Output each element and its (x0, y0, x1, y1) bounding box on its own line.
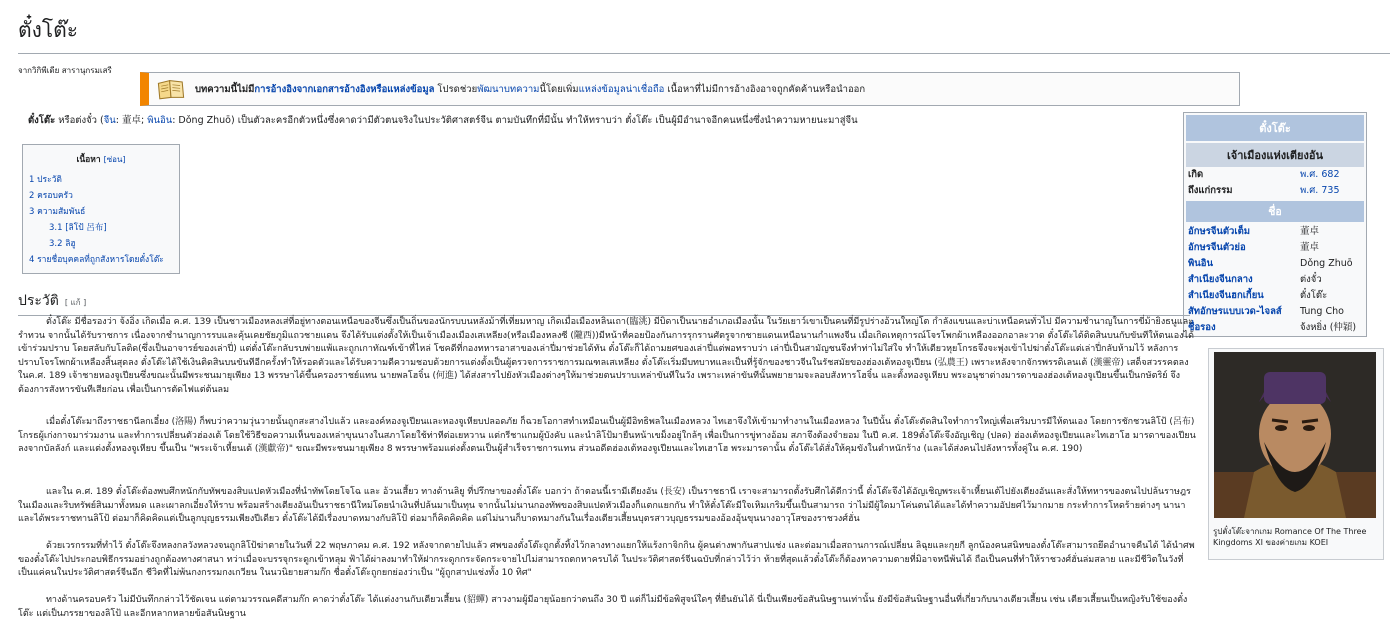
infobox-row (1184, 240, 1366, 256)
toc-hide-toggle[interactable]: [ซ่อน] (103, 155, 126, 164)
infobox-value: Tung Cho (1300, 306, 1344, 317)
portrait-figure (1208, 348, 1384, 560)
infobox-row (1184, 304, 1366, 320)
toc-item-lubu[interactable]: 3.1 [ลิโป้ 呂布] (49, 223, 107, 233)
infobox-row (1184, 288, 1366, 304)
infobox-key-link[interactable]: ชื่อรอง (1188, 322, 1216, 333)
born-value-link[interactable]: พ.ศ. 682 (1300, 169, 1340, 180)
infobox-key-link[interactable]: สำเนียงจีนกลาง (1188, 274, 1253, 285)
infobox-value: 董卓 (1300, 226, 1320, 237)
intro-text-a: หรือต่งจั๋ว ( (55, 115, 104, 126)
portrait-caption: รูปตั๋งโต๊ะจากเกม Romance Of The Three Kingdoms XI ของค่ายเกม KOEI (1213, 527, 1367, 547)
infobox-row (1184, 256, 1366, 272)
infobox-key-link[interactable]: อักษรจีนตัวย่อ (1188, 242, 1246, 253)
infobox-title: ตั๋งโต๊ะ (1186, 115, 1364, 141)
toc-item-relations[interactable]: 3 ความสัมพันธ์ (29, 207, 86, 217)
infobox-row (1184, 320, 1366, 336)
infobox-row-died (1184, 183, 1366, 199)
infobox-subtitle: เจ้าเมืองแห่งเตียงอัน (1186, 143, 1364, 167)
died-value-link[interactable]: พ.ศ. 735 (1300, 185, 1340, 196)
intro-bold-name: ตั๋งโต๊ะ (28, 115, 56, 126)
notice-link-sources[interactable]: แหล่งข้อมูลน่าเชื่อถือ (578, 83, 665, 95)
infobox-value: จ้งหยิ่ง (仲穎) (1300, 322, 1357, 333)
section-heading-history (18, 290, 1190, 316)
book-icon (157, 77, 185, 101)
section-edit-link[interactable]: [ แก้ ] (64, 298, 87, 307)
toc-list (23, 172, 179, 268)
intro-paragraph (28, 114, 1188, 127)
toc-item-history[interactable]: 1 ประวัติ (29, 175, 62, 185)
intro-text-c: : Dǒng Zhuō) เป็นตัวละครอีกตัวหนึ่งซึ่งคาดว่ามีตัวตนจริงในประวัติศาสตร์จีน ตามบันทึกที่มีนั้น ทำให้ทราบว่า ตั๋งโต๊ะ เป็นผู้มีอำนาจอีกคนหนึ่งซึ่งนำความหายนะมาสู่จีน (172, 115, 858, 126)
link-chinese[interactable]: จีน (103, 115, 116, 126)
toc-item-liru[interactable]: 3.2 ลิฮู (49, 239, 76, 249)
infobox-value: Dǒng Zhuō (1300, 258, 1353, 269)
notice-link-improve[interactable]: พัฒนาบทความ (477, 83, 540, 95)
history-paragraph-2: เมื่อตั๋งโต๊ะมาถึงราชธานีลกเอี๋ยง (洛陽) ก็พบว่าความวุ่นวายนั้นถูกสะสางไปแล้ว และองค์หองจูเปียนและหองจูเหียบปลอดภัย ก็ฉวยโอกาสทำเหมือนเป็นผู้มีอิทธิพลในเมืองหลวง ไทเฮาจึงให้เข้ามาทำงานในเมืองหลวง ในปีนั้น ตั๋งโต๊ะตัดสินใจทำการใหญ่เพื่อเสริมบารมีให้ตนเอง โดยการชักชวนลิโป้ (呂布) โกรธผู้เก่งกาจมาร่วมงาน และทำการเปลี่ยนตัวฮ่องเต้ โดยใช้วิธีขอความเห็นของเหล่าขุนนางในสภาโดยใช้ท่าทีต่อเยหวาน แต่กรีชาแกมผู้บังคับ และนำลิโป้มายืนหน้าเขม็งอยู่ใกล้ๆ เพื่อเป็นการขู่ทางอ้อม สภาจึงต้องจำยอม ในปี ค.ศ. 189ตั๋งโต๊ะจึงอัญเชิญ (ปลด) ฮ่องเต้หองจูเปียนและไทเฮาโฮ มารดาของเปียนลงจากบัลลังก์ และแต่งตั้งหองจูเหียบ ขึ้นเป็น "พระเจ้าเหี้ยนเต้ (漢獻帝)" ขณะมีพระชนมายุเพียง 8 พรรษาพร้อมแต่งตั้งตนเป็นผู้สำเร็จราชการแทน ส่วนอดีตฮ่องเต้หองจูเปียนและไทเฮาโฮ พระมารดานั้น ตั๋งโต๊ะได้สั่งให้คุมขังในตำหนักร้าง (และได้ส่งคนไปลังหารทั้งคู่ใน ค.ศ. 190) (18, 417, 1196, 454)
notice-mid: โปรดช่วย (434, 83, 478, 95)
notice-suffix: เนื้อหาที่ไม่มีการอ้างอิงอาจถูกคัดค้านหรือนำออก (664, 83, 866, 95)
infobox-key-link[interactable]: พินอิน (1188, 258, 1213, 269)
died-label: ถึงแก่กรรม (1188, 185, 1233, 196)
toc-item-victims[interactable]: 4 รายชื่อบุคคลที่ถูกสังหารโดยตั๋งโต๊ะ (29, 255, 164, 265)
intro-text-b: : 董卓; (115, 115, 148, 126)
infobox (1183, 112, 1367, 337)
infobox-value: 董卓 (1300, 242, 1320, 253)
portrait-image[interactable] (1212, 352, 1378, 518)
history-paragraph-5: ทางด้านครอบครัว ไม่มีบันทึกกล่าวไว้ชัดเจน แต่ตามวรรณคดีสามก๊ก คาดว่าตั๋งโต๊ะ ได้แต่งงานกับเตียวเสี้ยน (貂蟬) สาวงามผู้มีอายุน้อยกว่าตนถึง 30 ปี แต่ก็ไม่มีข้อพิสูจน์ใดๆ ที่ยืนยันได้ นี่เป็นเพียงข้อสันนิษฐานเท่านั้น ยังมีข้อสันนิษฐานอื่นที่เกี่ยวกับนางเตียวเสี้ยน เช่น เตียวเสี้ยนเป็นหญิงรับใช้ของตั๋งโต๊ะ แต่เป็นภรรยาของลิโป้ และอีกหลากหลายข้อสันนิษฐาน (18, 595, 1188, 619)
notice-prefix: บทความนี้ไม่มี (195, 83, 255, 95)
link-pinyin[interactable]: พินอิน (147, 115, 173, 126)
history-paragraph-4: ด้วยเวรกรรมที่ทำไว้ ตั๋งโต๊ะจึงหลงกลวังหลวงจนถูกลิโป้ฆ่าตายในวันที่ 22 พฤษภาคม ค.ศ. 192 หลังจากตายไปแล้ว ศพของตั๋งโต๊ะถูกตั้งทิ้งไว้กลางทางแยกให้แร้งกาจิกกิน ผู้คนต่างพากันสาปแช่ง และต่อมาเมื่อสถานการณ์เปลี่ยน ลิฉุยและกุยกี ลูกน้องคนสนิทของตั๋งโต๊ะสามารถยึดอำนาจคืนได้ ได้นำศพของตั๋งโต๊ะไปประกอบพิธีกรรมอย่างถูกต้องทางศาสนา ทว่าเมื่อจะบรรจุกระดูกเข้าหลุม ฟ้าได้ผ่าลงมาทำให้ฝากระดูกกระจัดกระจายไปไม่สามารถตกหาครบได้ ในประวัติศาสตร์จีนฉบับที่กล่าวไว้ว่า ท้ายที่สุดแล้วตั๋งโต๊ะก็ต้องหาความตายที่มิอาจหนีพ้นได้ ถือเป็นคนที่ทำให้ราชวงศ์ฮั่นล่มสลาย และมีชีวิตในวังที่เป็นแค่คนในประวัติศาสตร์จีนอีก ชีวิตที่ไม่พ้นกงกรรมกงเกวียน ในนวนิยายสามก๊ก ชื่อตั๋งโต๊ะถูกยกย่องว่าเป็น "ผู้ถูกสาปแช่งทั้ง 10 ทิศ" (18, 541, 1195, 578)
notice-box (140, 72, 1240, 106)
infobox-row (1184, 224, 1366, 240)
toc-title-text: เนื้อหา (76, 155, 101, 165)
infobox-key-link[interactable]: สำเนียงจีนฮกเกี้ยน (1188, 290, 1264, 301)
infobox-row (1184, 272, 1366, 288)
infobox-names-header: ชื่อ (1186, 201, 1364, 222)
infobox-key-link[interactable]: อักษรจีนตัวเต็ม (1188, 226, 1251, 237)
history-paragraph-1: ตั๋งโต๊ะ มีชื่อรองว่า จ้งอิ่ง เกิดเมื่อ ค.ศ. 139 เป็นชาวเมืองหลงเส่ที่อยู่ทางตอนเหนือของจีนซึ่งเป็นถิ่นของนักรบบนหลังม้าที่เที่ยมหาญ เกิดเมื่อเมืองหลินเถา(臨洮) มีบิดาเป็นนายอำเภอเมืองนั้น ในวัยเยาว์เขาเป็นคนที่มีรูปร่างอ้วนใหญ่โต กำลังแขนและบ่าเหนือคนทั่วไป มีความชำนาญในการขี่ม้ายิงธนูและรำทวน จากนั้นได้รับราชการ เนื่องจากชำนาญการรบและคุ้นเคยชัยภูมิแถวชายแดน จึงได้รับแต่งตั้งให้เป็นเจ้าเมืองเมืองเสเหลียง(หรือเมืองหลงซี (隴西))มีหน้าที่คอยป้องกันการรุกรานศัตรูจากชายแดนเหนือนานกำแพงจีน เมื่อเกิดเหตุการณ์โจรโพกผ้าเหลืองออกอาละวาด ตั๋งโต๊ะได้ติดสินบนกับขันทีให้ตนเองได้เข้าร่วมปราบ โดยสลับกับโลติด(ซึ่งเป็นอาจารย์ของเล่าปี่) แต่ตั๋งโต๊ะกลับรบพ่ายแพ้และถูกเกาทัณฑ์เข้าที่ไหล่ โชคดีที่กองทหารอาสาของเล่าปี่มาช่วยได้ทัน ตั๋งโต๊ะก็ได้ถามยศของเล่าปี่แต่พอทราบว่า เล่าปี่เป็นสามัญชนจึงทำท่าไม่ใส่ใจ ทำให้เตียวหุยโกรธจึงจะพุ่งเข้าไปฆ่าตั๋งโต๊ะแต่เล่าปี่กลับห้ามไว้ หลังการปราบโจรโพกผ้าเหลืองสิ้นสุดลง ตั๋งโต๊ะได้ใช้เงินติดสินบนขันทีอีกครั้งทำให้รอดตัวและได้รับความดีความชอบด้วยการแต่งตั้งเป็นผู้ตรวจการราชการมณฑลเสเหลียง ตั๋งโต๊ะเริ่มมีบทบาทและเป็นที่รู้จักของชาวจีนในรัชสมัยของฮ่องเต้หองจูเปียน (弘農王) เพราะหลังจากจักรพรรดิเลนเต้ (漢靈帝) เสด็จสวรรคตลงในค.ศ. 189 เจ้าชายหองจูเปียนซึ่งขณะนั้นมีพระชนมายุเพียง 13 พรรษาได้ขึ้นครองราชย์แทน นายพลโฮจิ๋น (何進) ได้ส่งสารไปยังหัวเมืองต่างๆให้มาช่วยตนปราบเหล่าขันทีในวัง เพราะเหล่าขันทีนั้นพยายามจะลอบสังหารโฮจิ๋น และตั้งหองจูเหียบ พระอนุชาต่างมารดาของฮ่องเต้หองจูเปียนขึ้นเป็นกษัตริย์ จึงต้องการสังหารขันทีเสียก่อน เพื่อเป็นการตัดไฟแต่ต้นลม (18, 317, 1194, 395)
notice-text (195, 82, 865, 97)
site-subtitle: จากวิกิพีเดีย สารานุกรมเสรี (18, 66, 112, 75)
history-paragraph-3: และใน ค.ศ. 189 ตั๋งโต๊ะต้องพบศึกหนักกับทัพของสิบแปดหัวเมืองที่นำทัพโดยโจโฉ และ อ้วนเสี้ยว ทางด้านลิยู ที่ปรึกษาของตั๋งโต๊ะ บอกว่า ถ้าตอนนี้เรามีเตียงอัน (長安) เป็นราชธานี เราจะสามารถตั้งรับศึกได้ดีกว่านี้ ตั๋งโต๊ะจึงได้อัญเชิญพระเจ้าเหี้ยนเต้ไปยังเตียงอันและสั่งให้ทหารของตนไปปล้นราษฎรในเมืองและริบทรัพย์สินมาทั้งหมด และเผาลกเอี๋ยงให้ราบ พร้อมสร้างเตียงอันเป็นราชธานีใหม่โดยนำเงินที่ปล้นมาเป็นทุน จากนั้นไม่นานกองทัพของสิบแปดหัวเมืองก็แตกแยกกัน ทำให้ตั๋งโต๊ะมีใจเหิมเกริมขึ้นเป็นสามารถ ว่าไม่มีผู้ใดมาโค่นตนได้และได้ทำความอัปยศไว้มากมาย กระทำการโหดร้ายต่างๆ นานา และได้พระราชทานลิโป้ ต่อมาก็คิดคิดแต่เป็นลูกบุญธรรมเพียงปีเดียว ตั๋งโต๊ะได้มีเรื่องบาดหมางกับลิโป้ ต่อมาก็คิดคิดคิด แต่ไม่นานก็บาดหมางกันในเรื่องเตียวเสี้ยนบุตรสาวบุญธรรมของอ้องอุ้นขุนนางอาวุโสของราชวงศ์ฮั่น (18, 487, 1191, 524)
section-title: ประวัติ (18, 293, 59, 309)
born-label: เกิด (1188, 169, 1204, 180)
infobox-value: ตั๋งโต๊ะ (1300, 290, 1328, 301)
notice-mid2: นี้โดยเพิ่ม (539, 83, 579, 95)
table-of-contents (22, 144, 180, 274)
infobox-row-born (1184, 167, 1366, 183)
article-content (18, 10, 1390, 77)
page-title: ตั๋งโต๊ะ (18, 10, 1390, 54)
infobox-value: ต่งจั๋ว (1300, 274, 1322, 285)
infobox-key-link[interactable]: สัทอักษรแบบเวด-ไจลส์ (1188, 306, 1282, 317)
notice-link-references[interactable]: การอ้างอิงจากเอกสารอ้างอิงหรือแหล่งข้อมูล (254, 83, 435, 95)
toc-title (23, 152, 179, 166)
toc-item-family[interactable]: 2 ครอบครัว (29, 191, 73, 201)
